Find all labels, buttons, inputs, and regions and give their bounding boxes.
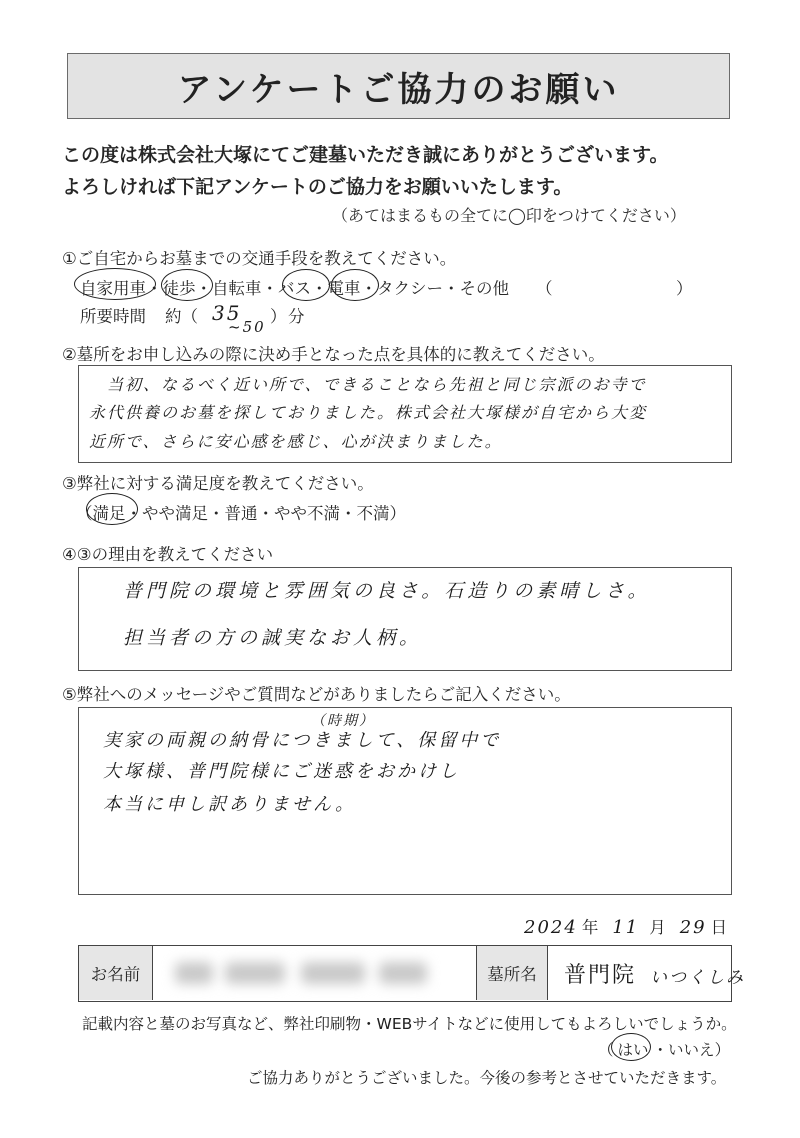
consent-question: 記載内容と墓のお写真など、弊社印刷物・WEBサイトなどに使用してもよろしいでしょうか。 <box>82 1015 737 1033</box>
q3-question: ③弊社に対する満足度を教えてください。 <box>62 474 374 493</box>
q4-answer-line-2: 担当者の方の誠実なお人柄。 <box>123 627 423 649</box>
consent-no[interactable]: いいえ <box>668 1041 715 1059</box>
q1-option-walk[interactable]: 徒歩 <box>162 279 196 298</box>
page-title: アンケートご協力のお願い <box>177 69 620 110</box>
q5-answer-line-1: 実家の両親の納骨につきまして、保留中で <box>103 730 502 751</box>
info-table <box>78 945 745 1002</box>
date-month[interactable]: 11 <box>612 917 640 938</box>
q1-option-bus[interactable]: バス <box>278 279 311 298</box>
q2-answer-line-2: 永代供養のお墓を探しておりました。株式会社大塚様が自宅から大変 <box>89 403 648 422</box>
consent-yes[interactable]: はい <box>617 1041 649 1059</box>
circle-mark <box>86 493 138 525</box>
q2-answer-box[interactable] <box>78 365 732 463</box>
q1-option-taxi[interactable]: タクシー <box>377 279 443 298</box>
redacted-name-part <box>175 962 213 984</box>
q3-open: （ <box>76 504 93 523</box>
q1-option-train[interactable]: 電車 <box>327 279 361 298</box>
plot-value: 普門院 <box>564 963 637 988</box>
q1-options: 自家用車・徒歩・自転車・バス・電車・タクシー・その他 <box>80 279 509 298</box>
redacted-name-part <box>301 962 365 984</box>
circle-mark <box>611 1033 651 1061</box>
q1-time-approx: 約（ <box>165 307 198 326</box>
q1-option-car[interactable]: 自家用車 <box>80 279 146 298</box>
q1-option-other[interactable]: その他 <box>459 279 509 298</box>
plot-label-cell <box>477 946 548 1000</box>
q5-answer-box[interactable] <box>78 707 732 895</box>
consent-close: ） <box>714 1041 731 1059</box>
date-line <box>524 914 727 938</box>
q2-answer-line-1: 当初、なるべく近い所で、できることなら先祖と同じ宗派のお寺で <box>107 375 647 394</box>
q3-option-neutral[interactable]: 普通 <box>224 504 258 523</box>
date-month-unit: 月 <box>649 918 666 937</box>
plot-label: 墓所名 <box>487 965 537 984</box>
q1-time-value[interactable]: 35 <box>212 301 242 325</box>
q3-option-dissatisfied[interactable]: 不満 <box>356 504 390 523</box>
q3-close: ） <box>389 504 406 523</box>
q5-annotation: （時期） <box>311 713 375 729</box>
name-label: お名前 <box>90 965 141 984</box>
q3-options: （満足・やや満足・普通・やや不満・不満） <box>76 504 406 523</box>
q5-answer-line-2: 大塚様、普門院様にご迷惑をおかけし <box>103 761 460 782</box>
q3-option-satisfied[interactable]: 満足 <box>92 504 126 523</box>
q4-answer-line-1: 普門院の環境と雰囲気の良さ。石造りの素晴しさ。 <box>123 580 651 602</box>
q4-question: ④③の理由を教えてください <box>62 545 274 564</box>
intro-line-1: この度は株式会社大塚にてご建墓いただき誠にありがとうございます。 <box>62 144 669 166</box>
q1-time-unit: 分 <box>288 307 305 326</box>
q1-time-close: ） <box>270 307 287 326</box>
q1-other-open: （ <box>536 279 553 298</box>
q5-answer-line-3: 本当に申し訳ありません。 <box>103 794 357 815</box>
name-value-cell[interactable] <box>153 946 477 1000</box>
date-day[interactable]: 29 <box>679 917 707 938</box>
plot-value-cell[interactable] <box>548 946 745 1000</box>
name-label-cell <box>79 946 153 1000</box>
q1-time-extra: ~50 <box>228 318 266 336</box>
q1-time-label: 所要時間 <box>80 307 146 326</box>
redacted-name-part <box>225 962 285 984</box>
q3-option-somewhat-dissatisfied[interactable]: やや不満 <box>274 504 340 523</box>
q3-option-somewhat-satisfied[interactable]: やや満足 <box>142 504 208 523</box>
circle-mark <box>74 268 156 300</box>
q5-question: ⑤弊社へのメッセージやご質問などがありましたらご記入ください。 <box>62 685 571 704</box>
date-year[interactable]: 2024 <box>524 917 578 938</box>
consent-options: （ はい ・いいえ） <box>598 1041 731 1059</box>
circle-mark <box>331 269 379 301</box>
date-year-unit: 年 <box>581 918 599 937</box>
closing-message: ご協力ありがとうございました。今後の参考とさせていただきます。 <box>247 1069 727 1087</box>
circle-mark <box>161 269 213 301</box>
consent-open: （ <box>598 1041 614 1059</box>
intro-line-2: よろしければ下記アンケートのご協力をお願いいたします。 <box>62 176 573 198</box>
q1-other-close: ） <box>676 279 693 298</box>
circle-mark <box>282 269 330 301</box>
title-banner <box>67 53 730 119</box>
instruction-note: （あてはまるもの全てに◯印をつけてください） <box>332 206 686 225</box>
q2-question: ②墓所をお申し込みの際に決め手となった点を具体的に教えてください。 <box>62 345 605 364</box>
q4-answer-box[interactable] <box>78 567 732 671</box>
q1-question: ①ご自宅からお墓までの交通手段を教えてください。 <box>62 249 457 268</box>
q1-option-bicycle[interactable]: 自転車 <box>212 279 262 298</box>
redacted-name-part <box>379 962 427 984</box>
date-day-unit: 日 <box>710 918 728 937</box>
plot-sub-value: いつくしみ <box>650 968 745 988</box>
q2-answer-line-3: 近所で、さらに安心感を感じ、心が決まりました。 <box>89 432 503 451</box>
